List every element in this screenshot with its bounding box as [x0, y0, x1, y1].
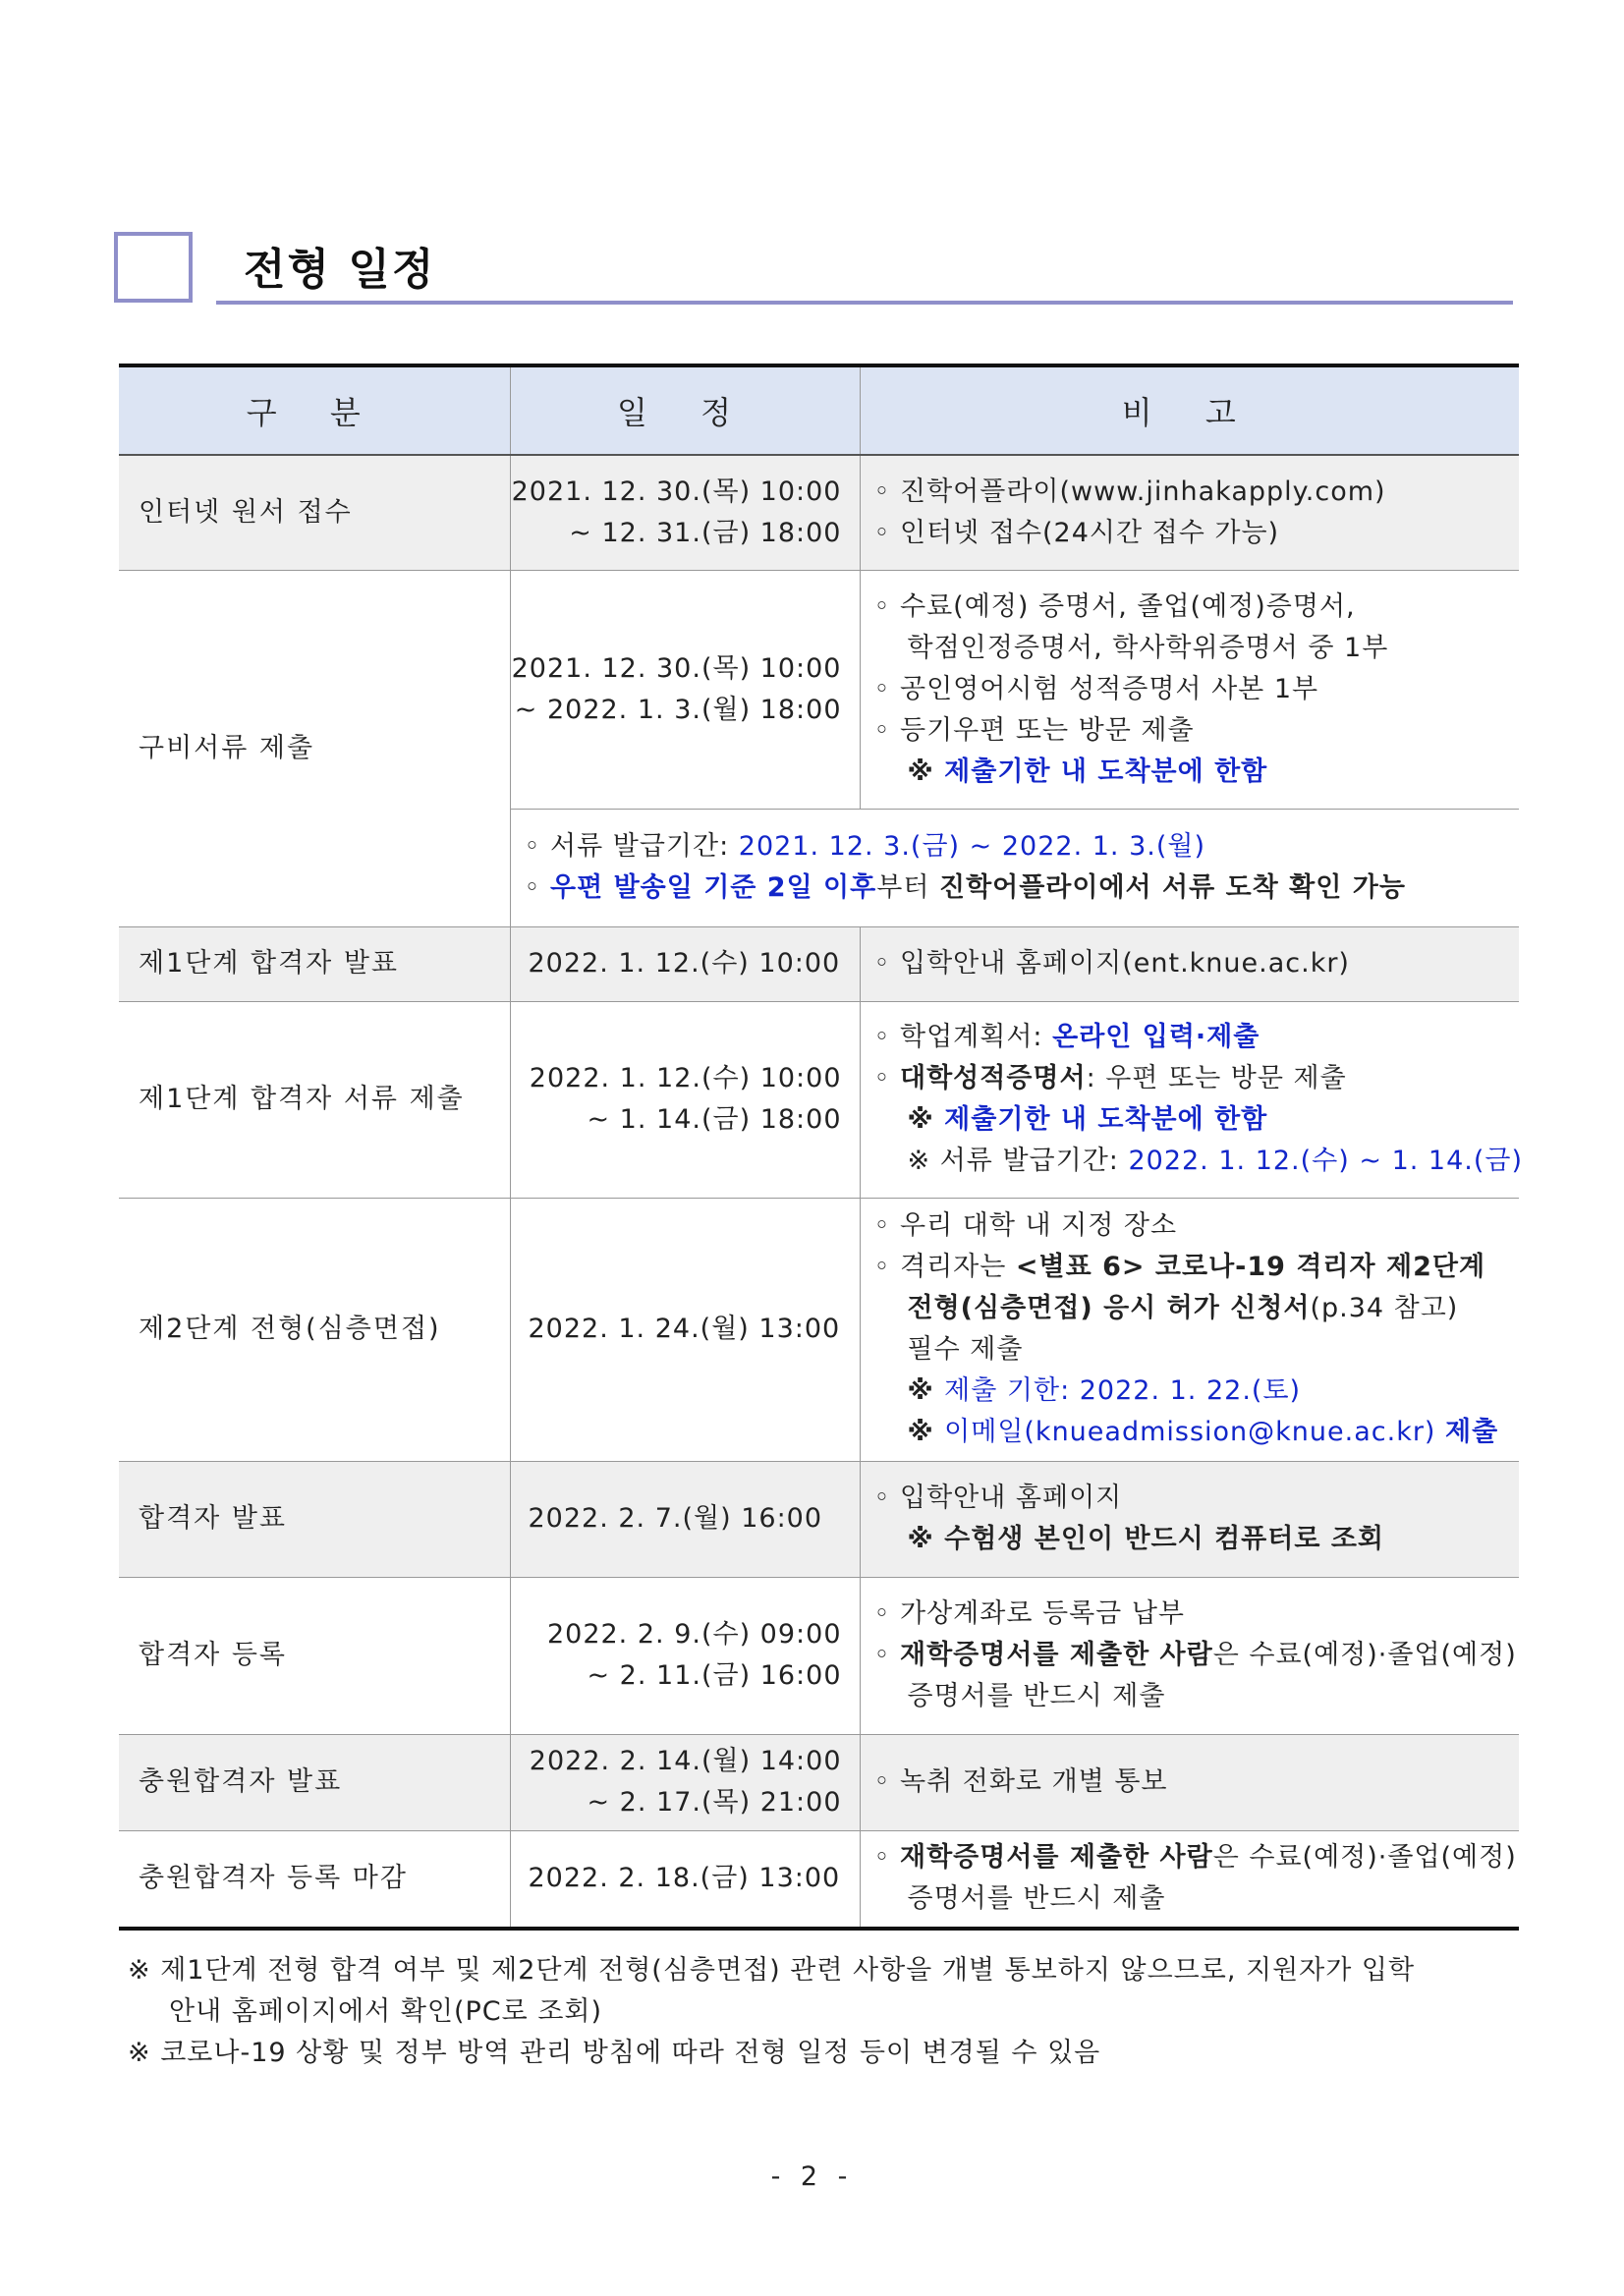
row-remarks: ◦ 입학안내 홈페이지(ent.knue.ac.kr) — [860, 926, 1519, 1001]
row-schedule: 2022. 2. 14.(월) 14:00 ~ 2. 17.(목) 21:00 — [510, 1734, 860, 1830]
row-schedule: 2021. 12. 30.(목) 10:00 ~ 12. 31.(금) 18:00 — [510, 455, 860, 570]
row-schedule: 2022. 1. 24.(월) 13:00 — [510, 1198, 860, 1461]
row-schedule: 2022. 2. 18.(금) 13:00 — [510, 1830, 860, 1929]
section-title: 전형 일정 — [244, 245, 436, 295]
row-remarks: ◦ 진학어플라이(www.jinhakapply.com) ◦ 인터넷 접수(24시간 접수 가능) — [860, 455, 1519, 570]
page-number: - 2 - — [770, 2161, 854, 2192]
row-remarks: ◦ 가상계좌로 등록금 납부 ◦ 재학증명서를 제출한 사람은 수료(예정)·졸업(예정) 증명서를 반드시 제출 — [860, 1577, 1519, 1734]
row-category: 충원합격자 등록 마감 — [119, 1830, 510, 1929]
row-category: 합격자 등록 — [119, 1577, 510, 1734]
table-row — [119, 1198, 1519, 1461]
header-category: 구 분 — [119, 365, 510, 455]
row-category: 제1단계 합격자 발표 — [119, 926, 510, 1001]
row-remarks: ◦ 우리 대학 내 지정 장소 ◦ 격리자는 <별표 6> 코로나-19 격리자 제2단계 전형(심층면접) 응시 허가 신청서(p.34 참고) 필수 제출 ※ 제출 기한: 2022. 1. 22.(토) ※ 이메일(knueadmission@knue.ac.kr) 제출 — [860, 1198, 1519, 1461]
row-category: 인터넷 원서 접수 — [119, 455, 510, 570]
row-remarks: ◦ 재학증명서를 제출한 사람은 수료(예정)·졸업(예정) 증명서를 반드시 제출 — [860, 1830, 1519, 1929]
footnote: ※ 제1단계 전형 합격 여부 및 제2단계 전형(심층면접) 관련 사항을 개별 통보하지 않으므로, 지원자가 입학 — [128, 1955, 1416, 1986]
row-schedule: 2022. 2. 7.(월) 16:00 — [510, 1461, 860, 1577]
header-remarks: 비 고 — [860, 365, 1519, 455]
row-category: 제1단계 합격자 서류 제출 — [119, 1001, 510, 1198]
title-underline — [216, 301, 1513, 305]
footnotes — [128, 1950, 1523, 2074]
row-remarks: ◦ 학업계획서: 온라인 입력·제출 ◦ 대학성적증명서: 우편 또는 방문 제출 ※ 제출기한 내 도착분에 한함 ※ 서류 발급기간: 2022. 1. 12.(수) ~ 1. 14.(금) — [860, 1001, 1519, 1198]
row-schedule: 2022. 1. 12.(수) 10:00 — [510, 926, 860, 1001]
table-row — [119, 1001, 1519, 1198]
row-schedule: 2021. 12. 30.(목) 10:00 ~ 2022. 1. 3.(월) 18:00 — [510, 570, 860, 809]
table-row — [119, 1461, 1519, 1577]
header-schedule: 일 정 — [510, 365, 860, 455]
row-remarks-wide: ◦ 서류 발급기간: 2021. 12. 3.(금) ~ 2022. 1. 3.(월) ◦ 우편 발송일 기준 2일 이후부터 진학어플라이에서 서류 도착 확인 가능 — [510, 809, 1519, 926]
footnote: ※ 코로나-19 상황 및 정부 방역 관리 방침에 따라 전형 일정 등이 변경될 수 있음 — [128, 2038, 1101, 2068]
footnote-continued: 안내 홈페이지에서 확인(PC로 조회) — [169, 1996, 603, 2027]
table-row — [119, 1734, 1519, 1830]
row-category: 합격자 발표 — [119, 1461, 510, 1577]
table-row — [119, 455, 1519, 570]
row-category: 구비서류 제출 — [119, 570, 510, 926]
row-remarks: ◦ 수료(예정) 증명서, 졸업(예정)증명서, 학점인정증명서, 학사학위증명서 중 1부 ◦ 공인영어시험 성적증명서 사본 1부 ◦ 등기우편 또는 방문 제출 ※ 제출기한 내 도착분에 한함 — [860, 570, 1519, 809]
table-row — [119, 570, 1519, 809]
row-schedule: 2022. 1. 12.(수) 10:00 ~ 1. 14.(금) 18:00 — [510, 1001, 860, 1198]
row-remarks: ◦ 녹취 전화로 개별 통보 — [860, 1734, 1519, 1830]
row-remarks: ◦ 입학안내 홈페이지 ※ 수험생 본인이 반드시 컴퓨터로 조회 — [860, 1461, 1519, 1577]
table-row — [119, 1577, 1519, 1734]
table-row — [119, 1830, 1519, 1929]
table-row — [119, 926, 1519, 1001]
table-header-row — [119, 365, 1519, 455]
row-schedule: 2022. 2. 9.(수) 09:00 ~ 2. 11.(금) 16:00 — [510, 1577, 860, 1734]
row-category: 충원합격자 발표 — [119, 1734, 510, 1830]
row-category: 제2단계 전형(심층면접) — [119, 1198, 510, 1461]
schedule-table — [119, 364, 1523, 1931]
section-marker-box — [114, 232, 193, 303]
